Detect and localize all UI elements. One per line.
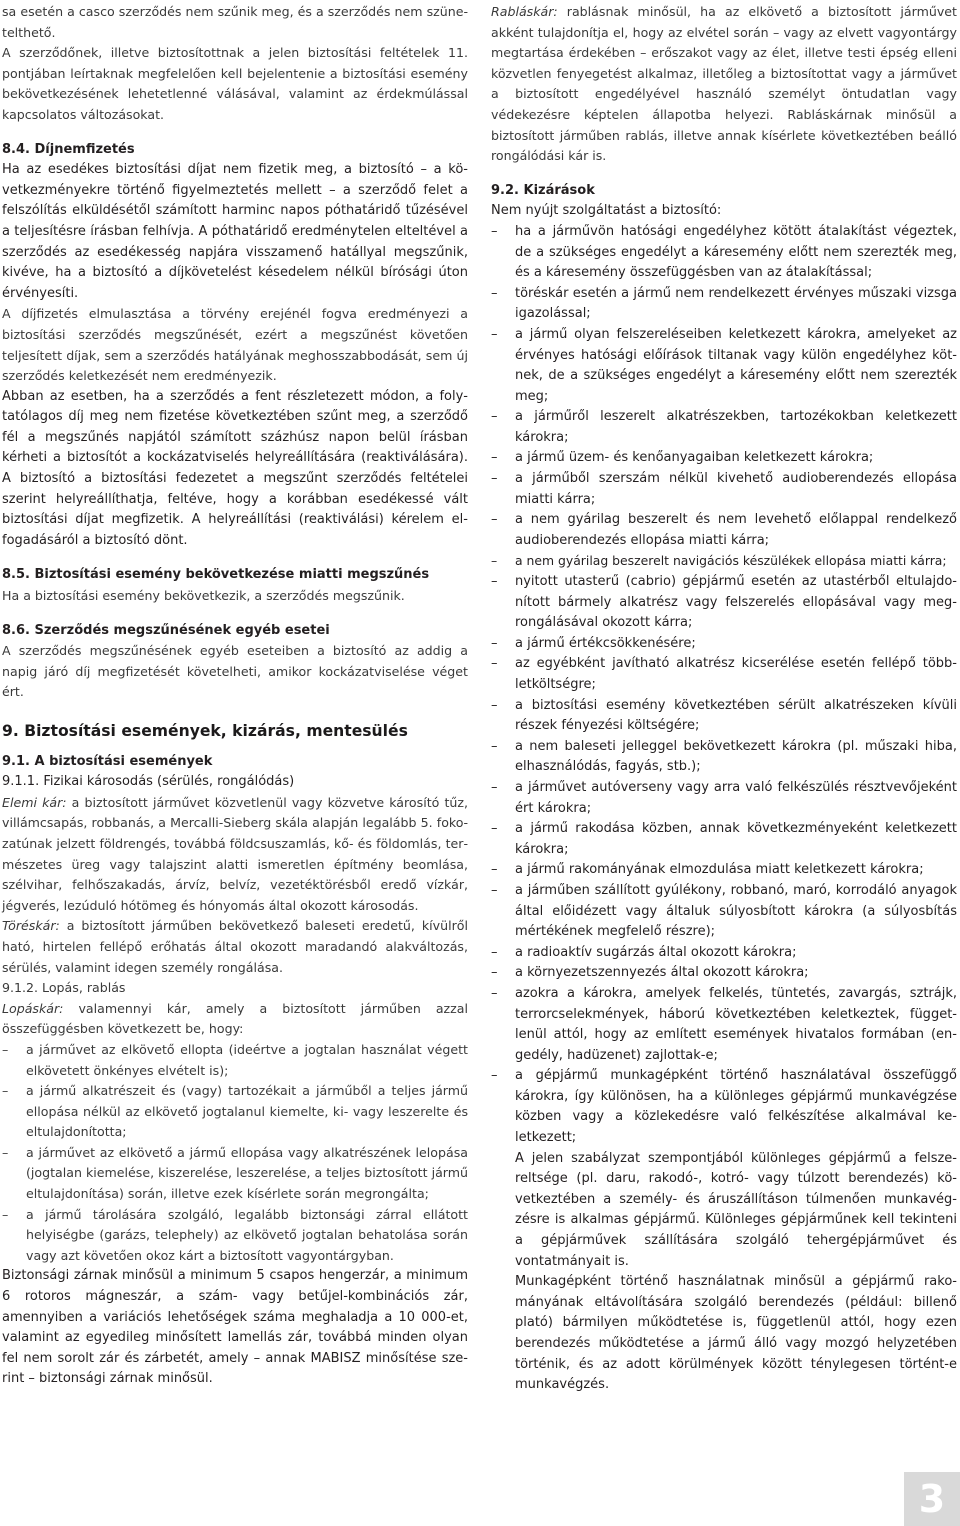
- paragraph-elemi-kar: [2, 793, 468, 917]
- list-item: – a jármű alkatrészeit és (vagy) tartozékait a járműből a teljes jármű ellopása nélkül az elkövető jogtalanul kiemelte, ki- vagy leszerelte és eltulajdonította;: [2, 1081, 468, 1143]
- list-item: – a járművet az elkövető a jármű ellopása vagy alkatrészének lelopása (jogtalan kiemelése, kiszerelése, leszerelése, a teljes biztosított jármű eltulajdonítása) során, illetve ezek kísérlete során megrongálta;: [2, 1143, 468, 1205]
- list-item: – a járműből szerszám nélkül kivehető audioberendezés ellopása miatti kárra;: [491, 469, 957, 510]
- list-item: – a gépjármű munkagépként történő használatával összefüggő károkra, így különösen, ha a különleges gépjármű munkavégzése közben vagy a közlekedésre való felkészítése alkalmával keletkezett;: [491, 1066, 957, 1148]
- term-elemi-kar: Elemi kár:: [2, 794, 67, 810]
- term-rablaskar: Rabláskár:: [491, 4, 558, 19]
- list-item: – nyitott utasterű (cabrio) gépjármű esetén az utastérből eltulajdonított bármely alkatrész vagy felszerelés ellopásával vagy megrongálásával okozott kárra;: [491, 572, 957, 634]
- chapter-heading-9: 9. Biztosítási események, kizárás, mentesülés: [2, 722, 408, 740]
- list-item: – a nem baleseti jelleggel bekövetkezett károkra (pl. műszaki hiba, elhasználódás, fagyás, stb.);: [491, 737, 957, 778]
- paragraph: A szerződés megszűnésének egyéb eseteiben a biztosító az addig a napig járó díj megfizetését követelheti, amikor kockázatviselése véget ért.: [2, 643, 468, 700]
- list-item: – a járművet autóverseny vagy arra való felkészülés résztvevőjeként ért károkra;: [491, 778, 957, 819]
- list-item: – ha a járművön hatósági engedélyhez kötött átalakítást végeztek, de a szükséges engedélyt a káresemény előtt nem szerezték meg, és a káresemény összefüggésben van az átalakítással;: [491, 222, 957, 284]
- paragraph-kulonleges-gepjarmu: A jelen szabályzat szempontjából különleges gépjármű a felszereltsége (pl. daru, rakodó-, kotró- vagy túlzott berendezés) következtében a személy- és áruszállításon túlmenően munkavégzésre is alkalmas gépjármű. Különleges gépjárműnek kell tekinteni a gépjárművek szállítására szolgáló tehergépjárművet és vontatmányait is.: [515, 1150, 957, 1269]
- text: a biztosított járműben bekövetkező baleseti eredetű, kívülről ható, hirtelen fellépő erőhatás által okozott maradandó alakváltozás, sérülés, valamint idegen személy rongálása.: [2, 918, 468, 975]
- list-item: – a jármű olyan felszereléseiben keletkezett károkra, amelyeket az érvényes hatósági előírások tiltanak vagy külön engedélyhez kötnek, de a szükséges engedélyt a káresemény előtt nem szerezték meg;: [491, 325, 957, 407]
- list-item: – a biztosítási esemény következtében sérült alkatrészeken kívüli részek fényezési költségére;: [491, 696, 957, 737]
- section-heading-8-4: 8.4. Díjnemfizetés: [2, 141, 135, 157]
- paragraph: Biztonsági zárnak minősül a minimum 5 csapos hengerzár, a minimum 6 rotoros mágneszár, a szám- vagy betűjel-kombinációs zár, amennyiben a variációs lehetőségek száma meghaladja a 10 000-et, valamint az egyedileg minősített lamellás zár, továbbá minden olyan fel nem sorolt zár és zárbetét, amely – annak MABISZ minősítése szerint – biztonsági zárnak minősül.: [2, 1268, 468, 1387]
- left-column: [2, 2, 468, 1390]
- paragraph: Ha a biztosítási esemény bekövetkezik, a szerződés megszűnik.: [2, 588, 405, 604]
- list-item: – a jármű rakodása közben, annak következményeként keletkezett károkra;: [491, 819, 957, 860]
- paragraph-munkagep: Munkagépként történő használatnak minősül a gépjármű rakományának eltávolítására szolgáló berendezés (például: billenő plató) bármilyen működtetése is, függetlenül attól, hogy ezen berendezés működtetése a jármű álló vagy mozgó helyzetében történik, és az adott körülmények között ténylegesen történt-e munkavégzés.: [515, 1274, 957, 1393]
- right-column: [491, 2, 957, 1396]
- section-heading-9-1-2: 9.1.2. Lopás, rablás: [2, 980, 126, 996]
- list-item: – a jármű rakományának elmozdulása miatt keletkezett károkra;: [491, 860, 957, 881]
- paragraph-lopaskar: [2, 999, 468, 1040]
- list-item: – a jármű tárolására szolgáló, legalább biztonsági zárral ellátott helyiségbe (garázs, telephely) az elkövető jogtalan behatolása során vagy azt követően okoz kárt a biztosított vagyontárgyban.: [2, 1205, 468, 1267]
- text: a biztosított járművet közvetlenül vagy közvetve károsító tűz, villámcsapás, robbanás, a Mercalli-Sieberg skála alapján legalább 5. fokozatúnak jelzett földrengés, továbbá földcsuszamlás, kő- és földomlás, természetes üreg vagy talajszint alatti ismeretlen építmény beomlása, szélvihar, felhőszakadás, árvíz, belvíz, vezetéktörésből eredő vízkár, jégverés, lezúduló hótömeg és hónyomás által okozott károsodás.: [2, 794, 469, 913]
- list-item: – a járműről leszerelt alkatrészekben, tartozékokban keletkezett károkra;: [491, 407, 957, 448]
- term-lopaskar: Lopáskár:: [2, 1000, 64, 1016]
- section-heading-8-6: 8.6. Szerződés megszűnésének egyéb esetei: [2, 622, 330, 638]
- section-heading-8-5: 8.5. Biztosítási esemény bekövetkezése miatti megszűnés: [2, 567, 430, 583]
- list-item: – a környezetszennyezés által okozott károkra;: [491, 963, 957, 984]
- list-item: – a jármű értékcsökkenésére;: [491, 634, 957, 655]
- list-item: – a nem gyárilag beszerelt navigációs készülékek ellopása miatti kárra;: [491, 551, 957, 572]
- list-item: – a járműben szállított gyúlékony, robbanó, maró, korrodáló anyagok által előidézett vagy általuk súlyosbított károkra (a súlyosbítás mértékének megfelelő részre);: [491, 881, 957, 943]
- paragraph: A díjfizetés elmulasztása a törvény erejénél fogva eredményezi a biztosítási szerződés megszűnését, ezért a megszűnést követően teljesített díjak, sem a szerződés hatályának meghosszabbodását, sem új szerződés keletkezését nem eredményezik.: [2, 306, 468, 384]
- paragraph: Nem nyújt szolgáltatást a biztosító:: [491, 203, 722, 219]
- text: rablásnak minősül, ha az elkövető a biztosított járművet akként tulajdonítja el, hogy az elvétel során – vagy az elvett vagyontárgy megtartása érdekében – erőszakot vagy az élet, illetve testi épség elleni közvetlen fenyegetést alkalmaz, illetőleg a biztosítottat vagy a járművet a biztosított engedélyével használó személyt öntudatlan vagy védekezésre képtelen állapotba helyezi. Rabláskárnak minősül a biztosított járműben rablás, illetve annak kísérlete következtében beálló rongálódási kár is.: [491, 4, 957, 164]
- list-item: – a radioaktív sugárzás által okozott károkra;: [491, 943, 957, 964]
- lopas-list: [2, 1040, 468, 1267]
- list-item: – a jármű üzem- és kenőanyagaiban keletkezett károkra;: [491, 448, 957, 469]
- list-item: – a járművet az elkövető ellopta (ideértve a jogtalan használat végett elkövetett önkényes elvételt is);: [2, 1040, 468, 1081]
- page-number-badge: [904, 1472, 960, 1526]
- paragraph-toreskar: [2, 916, 468, 978]
- paragraph: Abban az esetben, ha a szerződés a fent részletezett módon, a folytatólagos díj meg nem fizetése következtében szűnt meg, a szerződő fél a megszűnés napjától számított százhúsz napon belül írásban kérheti a biztosítót a kockázatviselés helyreállítására (reaktiválására). A biztosító a biztosítási fedezetet a megszűnt szerződés feltételei szerint helyreállíthatja, feltéve, hogy a korábban esedékessé vált biztosítási díjat megfizetik. A helyreállítási (reaktiválási) kérelem elfogadásáról a biztosító dönt.: [2, 388, 468, 548]
- text: valamennyi kár, amely a biztosított járműben azzal összefüggésben következett be, hogy:: [2, 1000, 468, 1037]
- term-toreskar: Töréskár:: [2, 918, 60, 934]
- exclusion-list: [491, 222, 957, 1149]
- paragraph: A szerződőnek, illetve biztosítottnak a jelen biztosítási feltételek 11. pontjában leírtaknak megfelelően kell bejelentenie a biztosítási esemény bekövetkezésének lehetetlenné válásával, valamint az érdekmúlással kapcsolatos változásokat.: [2, 45, 468, 122]
- list-item: – az egyébként javítható alkatrész kicserélése esetén fellépő többletköltségre;: [491, 654, 957, 695]
- paragraph: Ha az esedékes biztosítási díjat nem fizetik meg, a biztosító – a következményekre történő figyelmeztetés mellett – a szerződő felet a felszólítás elküldésétől számított harminc napos póthatáridő tűzésével a teljesítésre írásban felhívja. A póthatáridő eredménytelen elteltével a szerződés az esedékesség napjára visszamenő hatállyal megszűnik, kivéve, ha a biztosító a díjkövetelést késedelem nélkül bírósági úton érvényesíti.: [2, 162, 468, 301]
- list-item: – töréskár esetén a jármű nem rendelkezett érvényes műszaki vizsga igazolással;: [491, 284, 957, 325]
- section-heading-9-1: 9.1. A biztosítási események: [2, 753, 213, 769]
- list-item: – a nem gyárilag beszerelt és nem levehető előlappal rendelkező audioberendezés ellopása miatti kárra;: [491, 510, 957, 551]
- page-number: 3: [918, 1477, 946, 1521]
- section-heading-9-1-1: 9.1.1. Fizikai károsodás (sérülés, rongálódás): [2, 774, 295, 790]
- section-heading-9-2: 9.2. Kizárások: [491, 182, 595, 198]
- paragraph-rablaskar: [491, 2, 957, 167]
- list-item: – azokra a károkra, amelyek felkelés, tüntetés, zavargás, sztrájk, terrorcselekmények, háború következtében keletkeztek, függetlenül attól, hogy az említett események hivatalos formában (engedély, hadüzenet) zajlottak-e;: [491, 984, 957, 1066]
- paragraph: sa esetén a casco szerződés nem szűnik meg, és a szerződés nem szünetelthető.: [2, 4, 468, 40]
